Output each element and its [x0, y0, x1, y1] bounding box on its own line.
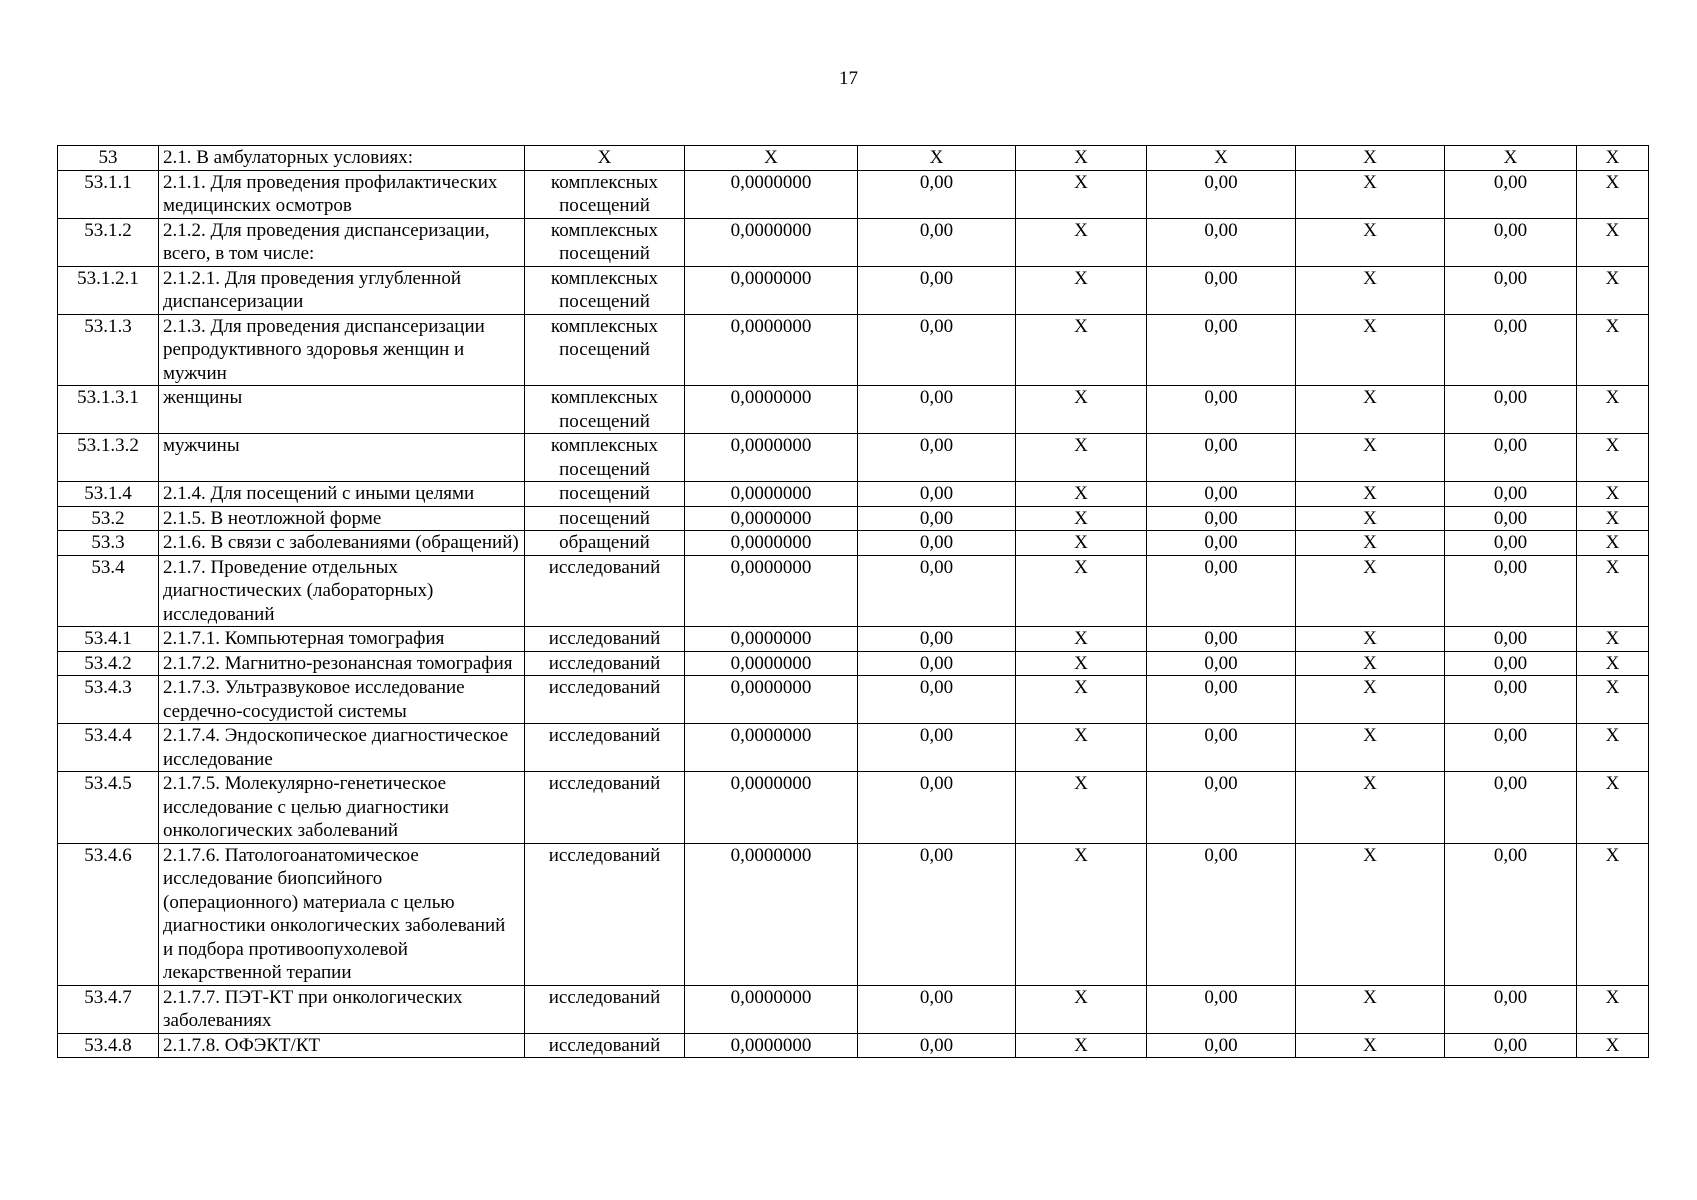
cell-cost: 0,00 [858, 266, 1016, 314]
cell-x-col-8: X [1296, 170, 1445, 218]
cell-cost: 0,00 [858, 170, 1016, 218]
cell-row-number: 53 [58, 146, 159, 171]
cell-norm-volume: 0,0000000 [685, 434, 858, 482]
cell-value-col-9: 0,00 [1445, 314, 1577, 386]
cell-x-col-6: X [1016, 676, 1147, 724]
cell-x-col-10: X [1577, 266, 1649, 314]
cell-row-number: 53.4.1 [58, 627, 159, 652]
cell-unit: посещений [525, 482, 685, 507]
cell-unit: исследований [525, 555, 685, 627]
cell-x-col-10: X [1577, 724, 1649, 772]
cell-value-col-7: 0,00 [1147, 724, 1296, 772]
cell-value-col-7: 0,00 [1147, 434, 1296, 482]
services-volume-table [57, 145, 1649, 1058]
table-row [58, 1033, 1649, 1058]
cell-x-col-8: X [1296, 724, 1445, 772]
cell-value-col-9: 0,00 [1445, 1033, 1577, 1058]
cell-norm-volume: 0,0000000 [685, 772, 858, 844]
cell-x-col-6: X [1016, 985, 1147, 1033]
cell-row-number: 53.3 [58, 531, 159, 556]
cell-norm-volume: 0,0000000 [685, 843, 858, 985]
cell-indicator-name: 2.1.7.4. Эндоскопическое диагностическое исследование [159, 724, 525, 772]
cell-value-col-9: 0,00 [1445, 434, 1577, 482]
cell-cost: 0,00 [858, 651, 1016, 676]
table-row [58, 218, 1649, 266]
cell-value-col-9: 0,00 [1445, 724, 1577, 772]
cell-value-col-7: 0,00 [1147, 314, 1296, 386]
cell-x-col-10: X [1577, 146, 1649, 171]
cell-x-col-10: X [1577, 1033, 1649, 1058]
cell-indicator-name: 2.1.5. В неотложной форме [159, 506, 525, 531]
cell-row-number: 53.4.8 [58, 1033, 159, 1058]
cell-indicator-name: 2.1. В амбулаторных условиях: [159, 146, 525, 171]
table-row [58, 676, 1649, 724]
cell-x-col-10: X [1577, 386, 1649, 434]
cell-x-col-10: X [1577, 434, 1649, 482]
table-row [58, 843, 1649, 985]
cell-x-col-10: X [1577, 676, 1649, 724]
cell-unit: исследований [525, 1033, 685, 1058]
cell-x-col-6: X [1016, 434, 1147, 482]
cell-unit: комплексных посещений [525, 266, 685, 314]
cell-row-number: 53.4.6 [58, 843, 159, 985]
cell-x-col-6: X [1016, 314, 1147, 386]
cell-x-col-8: X [1296, 506, 1445, 531]
cell-x-col-6: X [1016, 146, 1147, 171]
cell-cost: 0,00 [858, 676, 1016, 724]
cell-row-number: 53.4.2 [58, 651, 159, 676]
cell-indicator-name: 2.1.6. В связи с заболеваниями (обращений) [159, 531, 525, 556]
cell-x-col-10: X [1577, 772, 1649, 844]
cell-unit: исследований [525, 724, 685, 772]
cell-unit: исследований [525, 627, 685, 652]
table-row [58, 506, 1649, 531]
cell-x-col-8: X [1296, 651, 1445, 676]
cell-norm-volume: 0,0000000 [685, 218, 858, 266]
cell-value-col-9: 0,00 [1445, 170, 1577, 218]
cell-norm-volume: 0,0000000 [685, 314, 858, 386]
cell-cost: 0,00 [858, 555, 1016, 627]
cell-cost: 0,00 [858, 434, 1016, 482]
cell-value-col-7: 0,00 [1147, 1033, 1296, 1058]
cell-unit: исследований [525, 985, 685, 1033]
cell-norm-volume: 0,0000000 [685, 555, 858, 627]
cell-unit: комплексных посещений [525, 170, 685, 218]
cell-value-col-7: 0,00 [1147, 266, 1296, 314]
cell-x-col-8: X [1296, 843, 1445, 985]
cell-value-col-9: 0,00 [1445, 676, 1577, 724]
cell-unit: исследований [525, 651, 685, 676]
cell-cost: 0,00 [858, 627, 1016, 652]
cell-x-col-8: X [1296, 266, 1445, 314]
cell-x-col-10: X [1577, 218, 1649, 266]
cell-indicator-name: 2.1.3. Для проведения диспансеризации репродуктивного здоровья женщин и мужчин [159, 314, 525, 386]
cell-value-col-9: 0,00 [1445, 985, 1577, 1033]
cell-cost: X [858, 146, 1016, 171]
cell-x-col-6: X [1016, 386, 1147, 434]
cell-value-col-7: 0,00 [1147, 985, 1296, 1033]
cell-value-col-9: 0,00 [1445, 218, 1577, 266]
cell-cost: 0,00 [858, 843, 1016, 985]
cell-x-col-8: X [1296, 627, 1445, 652]
cell-value-col-7: 0,00 [1147, 218, 1296, 266]
cell-cost: 0,00 [858, 531, 1016, 556]
cell-x-col-10: X [1577, 985, 1649, 1033]
cell-value-col-7: 0,00 [1147, 843, 1296, 985]
cell-x-col-6: X [1016, 506, 1147, 531]
table-row [58, 482, 1649, 507]
cell-x-col-6: X [1016, 170, 1147, 218]
cell-unit: комплексных посещений [525, 218, 685, 266]
cell-row-number: 53.1.2 [58, 218, 159, 266]
cell-indicator-name: 2.1.7. Проведение отдельных диагностических (лабораторных) исследований [159, 555, 525, 627]
cell-value-col-9: 0,00 [1445, 651, 1577, 676]
cell-x-col-8: X [1296, 386, 1445, 434]
cell-cost: 0,00 [858, 985, 1016, 1033]
cell-indicator-name: 2.1.7.5. Молекулярно-генетическое исследование с целью диагностики онкологических заболеваний [159, 772, 525, 844]
cell-indicator-name: женщины [159, 386, 525, 434]
cell-value-col-9: 0,00 [1445, 386, 1577, 434]
cell-indicator-name: 2.1.1. Для проведения профилактических медицинских осмотров [159, 170, 525, 218]
cell-norm-volume: 0,0000000 [685, 531, 858, 556]
cell-value-col-9: X [1445, 146, 1577, 171]
cell-norm-volume: X [685, 146, 858, 171]
cell-x-col-8: X [1296, 985, 1445, 1033]
cell-row-number: 53.1.3.2 [58, 434, 159, 482]
cell-norm-volume: 0,0000000 [685, 985, 858, 1033]
table-row [58, 146, 1649, 171]
table-row [58, 531, 1649, 556]
cell-row-number: 53.4.5 [58, 772, 159, 844]
cell-unit: посещений [525, 506, 685, 531]
cell-x-col-8: X [1296, 482, 1445, 507]
table-row [58, 651, 1649, 676]
cell-indicator-name: 2.1.7.7. ПЭТ-КТ при онкологических заболеваниях [159, 985, 525, 1033]
cell-indicator-name: 2.1.7.1. Компьютерная томография [159, 627, 525, 652]
cell-cost: 0,00 [858, 772, 1016, 844]
cell-x-col-6: X [1016, 772, 1147, 844]
table-row [58, 266, 1649, 314]
cell-value-col-9: 0,00 [1445, 506, 1577, 531]
cell-row-number: 53.4.7 [58, 985, 159, 1033]
cell-x-col-6: X [1016, 531, 1147, 556]
cell-norm-volume: 0,0000000 [685, 724, 858, 772]
cell-x-col-6: X [1016, 724, 1147, 772]
cell-value-col-7: 0,00 [1147, 651, 1296, 676]
cell-norm-volume: 0,0000000 [685, 651, 858, 676]
cell-x-col-8: X [1296, 1033, 1445, 1058]
cell-value-col-9: 0,00 [1445, 627, 1577, 652]
cell-row-number: 53.4 [58, 555, 159, 627]
table-row [58, 555, 1649, 627]
cell-unit: комплексных посещений [525, 314, 685, 386]
table-row [58, 724, 1649, 772]
cell-x-col-8: X [1296, 218, 1445, 266]
cell-unit: исследований [525, 843, 685, 985]
cell-indicator-name: 2.1.7.6. Патологоанатомическое исследование биопсийного (операционного) материала с целью диагностики онкологических заболеваний и подбора противоопухолевой лекарственной терапии [159, 843, 525, 985]
table-row [58, 627, 1649, 652]
cell-value-col-7: 0,00 [1147, 531, 1296, 556]
cell-indicator-name: 2.1.2. Для проведения диспансеризации, всего, в том числе: [159, 218, 525, 266]
cell-norm-volume: 0,0000000 [685, 506, 858, 531]
cell-x-col-6: X [1016, 1033, 1147, 1058]
cell-value-col-7: 0,00 [1147, 772, 1296, 844]
cell-x-col-10: X [1577, 651, 1649, 676]
cell-cost: 0,00 [858, 386, 1016, 434]
cell-value-col-9: 0,00 [1445, 772, 1577, 844]
table-row [58, 434, 1649, 482]
cell-x-col-10: X [1577, 843, 1649, 985]
cell-row-number: 53.2 [58, 506, 159, 531]
cell-value-col-7: X [1147, 146, 1296, 171]
cell-x-col-6: X [1016, 218, 1147, 266]
cell-value-col-7: 0,00 [1147, 555, 1296, 627]
cell-x-col-8: X [1296, 314, 1445, 386]
cell-unit: исследований [525, 676, 685, 724]
cell-value-col-7: 0,00 [1147, 482, 1296, 507]
table-row [58, 170, 1649, 218]
cell-norm-volume: 0,0000000 [685, 386, 858, 434]
cell-unit: обращений [525, 531, 685, 556]
cell-row-number: 53.1.2.1 [58, 266, 159, 314]
cell-x-col-6: X [1016, 651, 1147, 676]
cell-indicator-name: 2.1.2.1. Для проведения углубленной диспансеризации [159, 266, 525, 314]
cell-value-col-9: 0,00 [1445, 266, 1577, 314]
cell-x-col-10: X [1577, 482, 1649, 507]
cell-unit: комплексных посещений [525, 434, 685, 482]
cell-value-col-7: 0,00 [1147, 170, 1296, 218]
cell-norm-volume: 0,0000000 [685, 676, 858, 724]
cell-x-col-8: X [1296, 531, 1445, 556]
cell-indicator-name: 2.1.7.8. ОФЭКТ/КТ [159, 1033, 525, 1058]
cell-value-col-7: 0,00 [1147, 627, 1296, 652]
cell-row-number: 53.1.3.1 [58, 386, 159, 434]
cell-cost: 0,00 [858, 314, 1016, 386]
cell-indicator-name: мужчины [159, 434, 525, 482]
cell-x-col-6: X [1016, 482, 1147, 507]
cell-norm-volume: 0,0000000 [685, 482, 858, 507]
cell-x-col-10: X [1577, 170, 1649, 218]
cell-x-col-8: X [1296, 555, 1445, 627]
cell-value-col-7: 0,00 [1147, 506, 1296, 531]
cell-norm-volume: 0,0000000 [685, 266, 858, 314]
cell-x-col-10: X [1577, 314, 1649, 386]
cell-indicator-name: 2.1.4. Для посещений с иными целями [159, 482, 525, 507]
cell-row-number: 53.1.1 [58, 170, 159, 218]
cell-cost: 0,00 [858, 506, 1016, 531]
table-body [58, 146, 1649, 1058]
cell-x-col-10: X [1577, 627, 1649, 652]
cell-norm-volume: 0,0000000 [685, 1033, 858, 1058]
table-row [58, 386, 1649, 434]
cell-cost: 0,00 [858, 1033, 1016, 1058]
cell-indicator-name: 2.1.7.2. Магнитно-резонансная томография [159, 651, 525, 676]
table-row [58, 314, 1649, 386]
cell-x-col-10: X [1577, 506, 1649, 531]
cell-x-col-10: X [1577, 531, 1649, 556]
cell-value-col-9: 0,00 [1445, 531, 1577, 556]
cell-value-col-7: 0,00 [1147, 676, 1296, 724]
cell-x-col-6: X [1016, 266, 1147, 314]
cell-cost: 0,00 [858, 724, 1016, 772]
cell-x-col-8: X [1296, 434, 1445, 482]
cell-value-col-7: 0,00 [1147, 386, 1296, 434]
cell-cost: 0,00 [858, 482, 1016, 507]
cell-row-number: 53.1.3 [58, 314, 159, 386]
cell-row-number: 53.1.4 [58, 482, 159, 507]
cell-unit: комплексных посещений [525, 386, 685, 434]
page-number: 17 [839, 68, 858, 89]
cell-row-number: 53.4.3 [58, 676, 159, 724]
cell-x-col-6: X [1016, 843, 1147, 985]
cell-unit: исследований [525, 772, 685, 844]
cell-cost: 0,00 [858, 218, 1016, 266]
cell-value-col-9: 0,00 [1445, 482, 1577, 507]
cell-value-col-9: 0,00 [1445, 843, 1577, 985]
cell-value-col-9: 0,00 [1445, 555, 1577, 627]
cell-unit: X [525, 146, 685, 171]
table-row [58, 772, 1649, 844]
cell-x-col-8: X [1296, 146, 1445, 171]
table-row [58, 985, 1649, 1033]
cell-x-col-6: X [1016, 627, 1147, 652]
cell-norm-volume: 0,0000000 [685, 170, 858, 218]
cell-indicator-name: 2.1.7.3. Ультразвуковое исследование сердечно-сосудистой системы [159, 676, 525, 724]
cell-norm-volume: 0,0000000 [685, 627, 858, 652]
cell-x-col-6: X [1016, 555, 1147, 627]
cell-row-number: 53.4.4 [58, 724, 159, 772]
cell-x-col-8: X [1296, 772, 1445, 844]
cell-x-col-8: X [1296, 676, 1445, 724]
cell-x-col-10: X [1577, 555, 1649, 627]
